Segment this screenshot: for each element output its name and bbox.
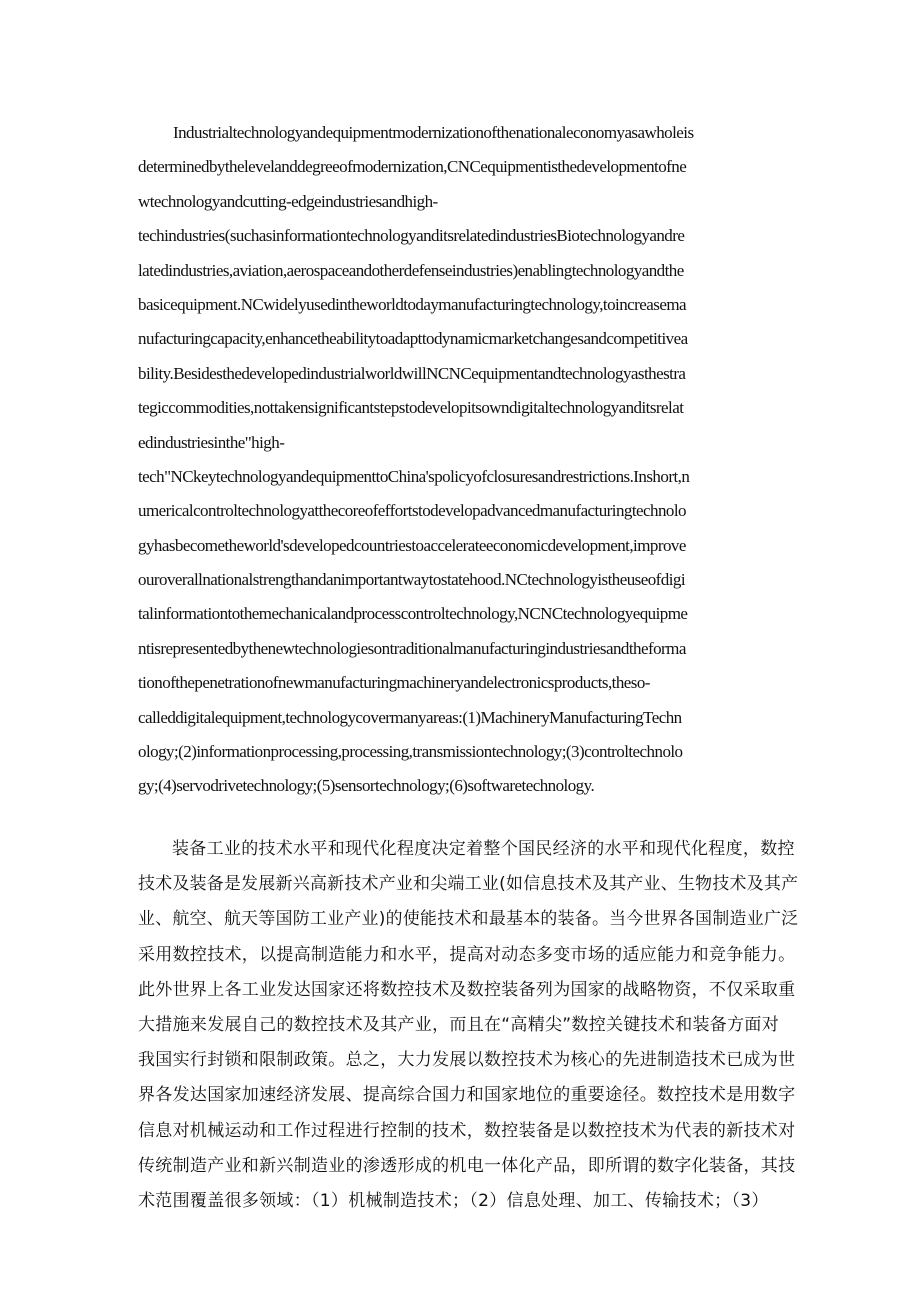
paragraph-line: Industrialtechnologyandequipmentmodernizationofthenationaleconomyasawholeis (173, 123, 694, 142)
paragraph-line: 术范围覆盖很多领域：（1）机械制造技术；（2）信息处理、加工、传输技术；（3） (138, 1190, 769, 1211)
paragraph-line: tech"NCkeytechnologyandequipmenttoChina'spolicyofclosuresandrestrictions.Inshort,n (138, 466, 690, 486)
paragraph-line: 传统制造产业和新兴制造业的渗透形成的机电一体化产品，即所谓的数字化装备，其技 (138, 1155, 796, 1176)
paragraph-line: calleddigitalequipment,technologycovermanyareas:(1)MachineryManufacturingTechn (138, 707, 682, 727)
paragraph-line: bility.BesidesthedevelopedindustrialworldwillNCNCequipmentandtechnologyasthestra (138, 363, 686, 383)
paragraph-line: tionofthepenetrationofnewmanufacturingmachineryandelectronicsproducts,theso- (138, 673, 650, 693)
paragraph-line: 界各发达国家加速经济发展、提高综合国力和国家地位的重要途径。数控技术是用数字 (138, 1085, 796, 1106)
chinese-paragraph (138, 832, 798, 1219)
paragraph-line: ology;(2)informationprocessing,processing,transmissiontechnology;(3)controltechnolo (138, 742, 683, 762)
paragraph-line: nufacturingcapacity,enhancetheabilitytoadapttodynamicmarketchangesandcompetitivea (138, 329, 688, 349)
paragraph-line: 我国实行封锁和限制政策。总之，大力发展以数控技术为核心的先进制造技术已成为世 (138, 1050, 796, 1071)
paragraph-line: gy;(4)servodrivetechnology;(5)sensortechnology;(6)softwaretechnology. (138, 776, 595, 796)
paragraph-line: wtechnologyandcutting-edgeindustriesandhigh- (138, 191, 438, 211)
paragraph-line: latedindustries,aviation,aerospaceandotherdefenseindustries)enablingtechnologyandthe (138, 260, 684, 280)
paragraph-line: 采用数控技术，以提高制造能力和水平，提高对动态多变市场的适应能力和竞争能力。 (138, 944, 796, 965)
paragraph-line: talinformationtothemechanicalandprocesscontroltechnology,NCNCtechnologyequipme (138, 604, 688, 624)
paragraph-line: 业、航空、航天等国防工业产业)的使能技术和最基本的装备。当今世界各国制造业广泛 (138, 909, 799, 930)
paragraph-line: ntisrepresentedbythenewtechnologiesontraditionalmanufacturingindustriesandtheforma (138, 638, 686, 658)
paragraph-line: umericalcontroltechnologyatthecoreofeffortstodevelopadvancedmanufacturingtechnolo (138, 501, 687, 521)
paragraph-line: basicequipment.NCwidelyusedintheworldtodaymanufacturingtechnology,toincreasema (138, 294, 686, 314)
paragraph-line: gyhasbecometheworld'sdevelopedcountriestoaccelerateeconomicdevelopment,improve (138, 535, 686, 555)
paragraph-line: tegiccommodities,nottakensignificantstepstodevelopitsowndigitaltechnologyanditsrelat (138, 398, 684, 418)
paragraph-line: techindustries(suchasinformationtechnologyanditsrelatedindustriesBiotechnologyandre (138, 226, 685, 246)
paragraph-line: 信息对机械运动和工作过程进行控制的技术，数控装备是以数控技术为代表的新技术对 (138, 1120, 796, 1141)
english-paragraph (138, 116, 798, 804)
paragraph-line: 大措施来发展自己的数控技术及其产业，而且在“高精尖”数控关键技术和装备方面对 (138, 1014, 780, 1035)
paragraph-line: edindustriesinthe"high- (138, 432, 285, 452)
paragraph-line: 技术及装备是发展新兴高新技术产业和尖端工业(如信息技术及其产业、生物技术及其产 (138, 874, 799, 895)
paragraph-line: 装备工业的技术水平和现代化程度决定着整个国民经济的水平和现代化程度，数控 (172, 839, 795, 859)
paragraph-line: ouroverallnationalstrengthandanimportantwaytostatehood.NCtechnologyistheuseofdigi (138, 570, 686, 590)
paragraph-line: 此外世界上各工业发达国家还将数控技术及数控装备列为国家的战略物资，不仅采取重 (138, 979, 796, 1000)
paragraph-line: determinedbythelevelanddegreeofmodernization,CNCequipmentisthedevelopmentofne (138, 157, 687, 177)
